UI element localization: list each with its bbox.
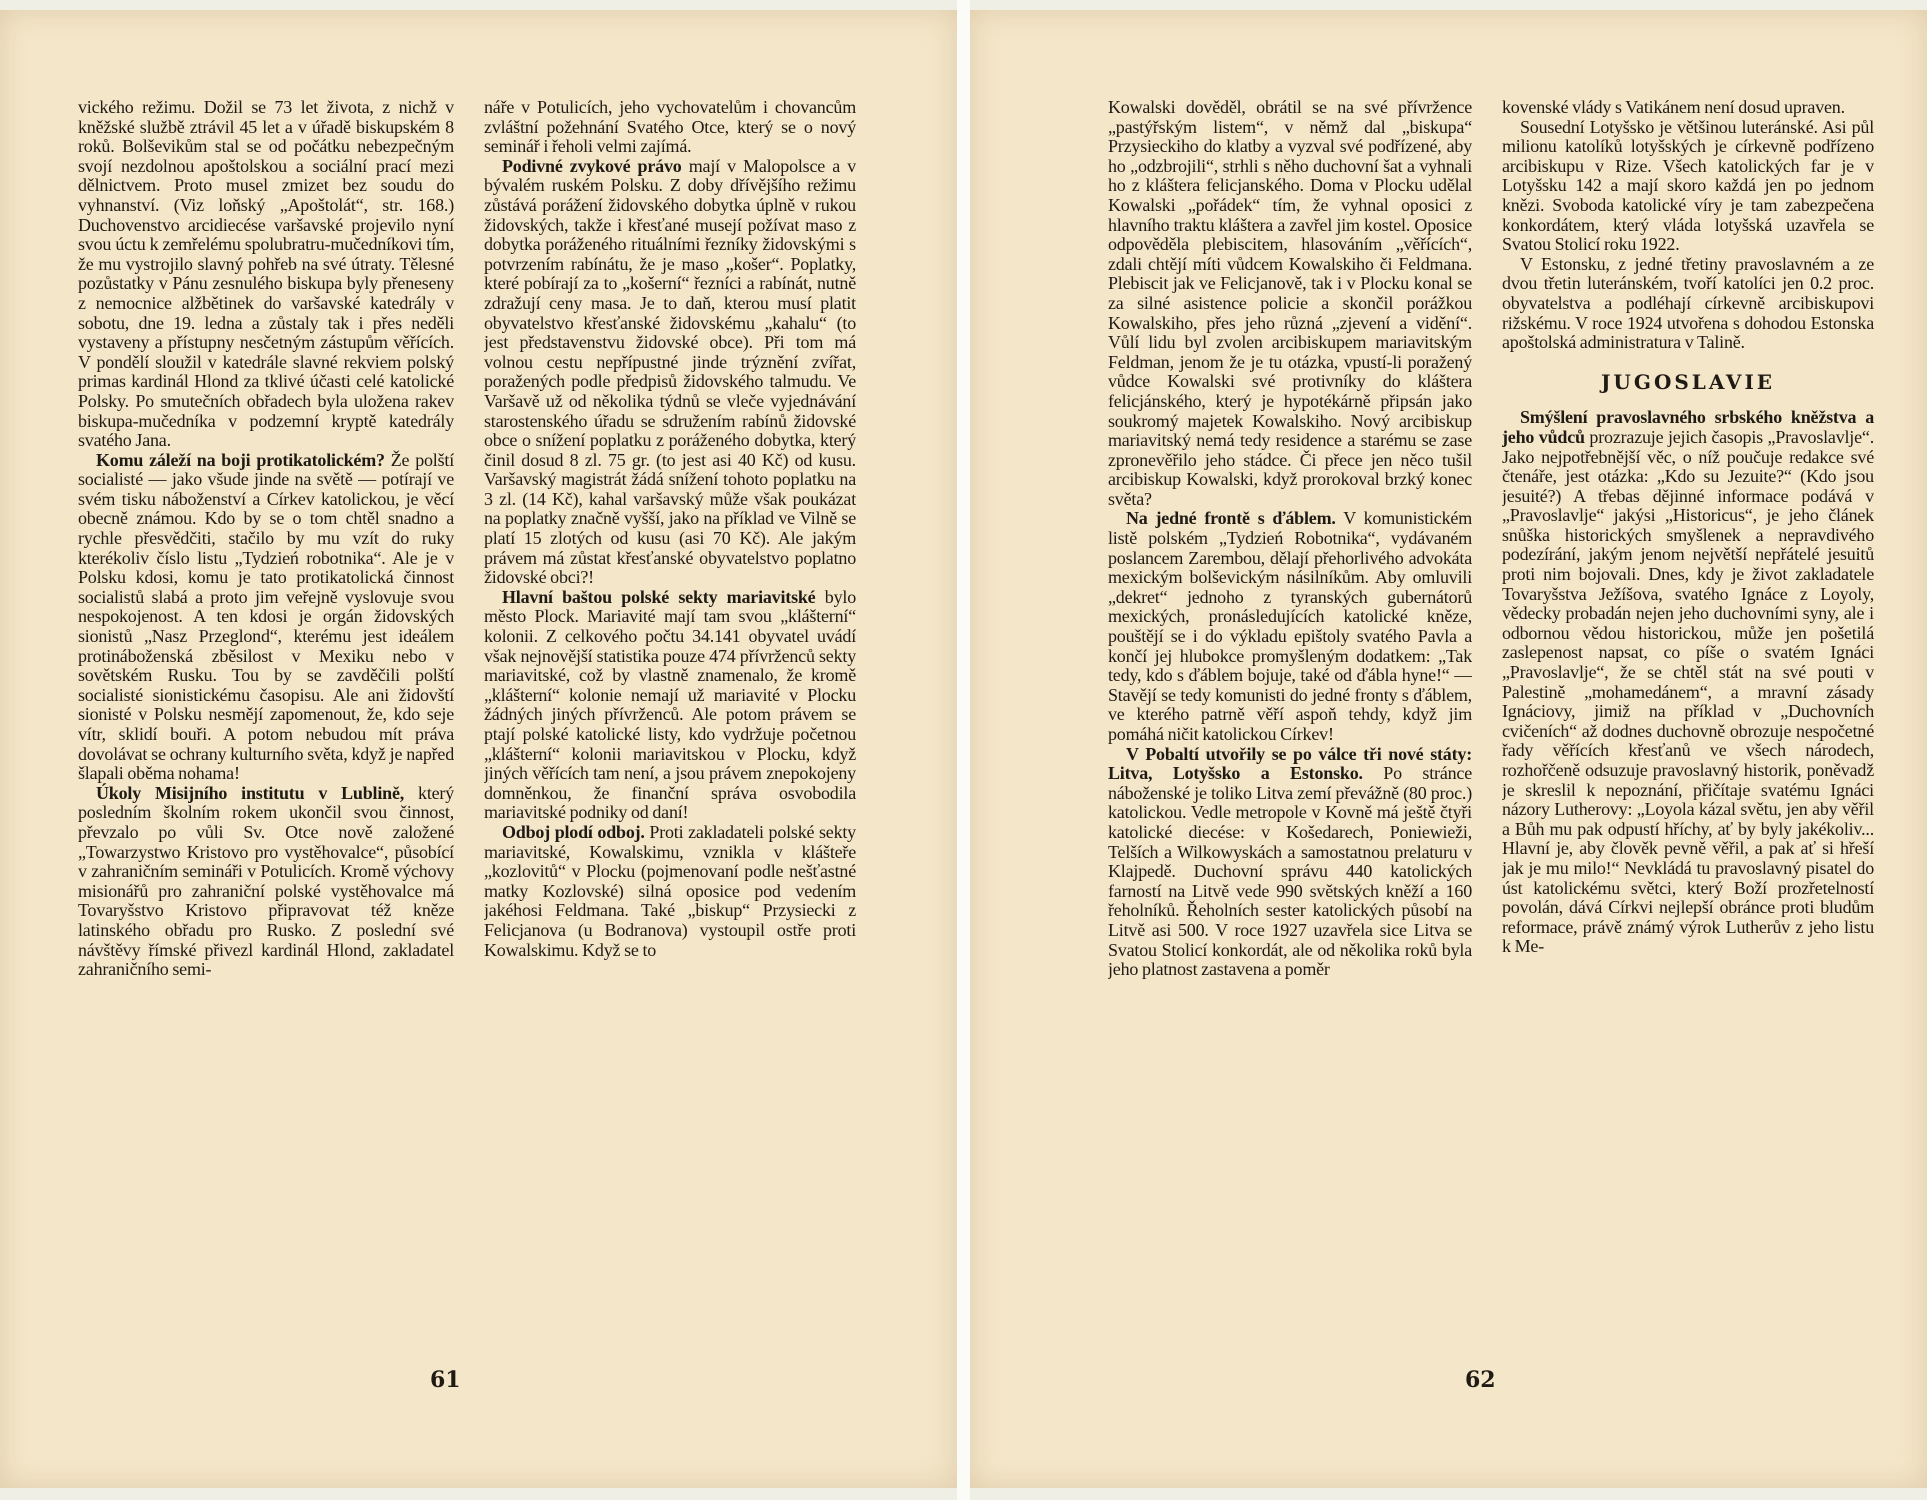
- article-paragraph: [78, 784, 454, 980]
- article-paragraph: [1502, 255, 1874, 353]
- article-paragraph: [1108, 509, 1472, 744]
- article-paragraph: [78, 98, 454, 451]
- paragraph-lead: V Pobaltí utvořily se po válce tři nové státy: Litva, Lotyšsko a Estonsko.: [1108, 743, 1472, 784]
- paragraph-body: mají v Malopolsce a v bývalém ruském Polsku. Z doby dřívějšího režimu zůstává porážení židovského dobytka úplně v rukou židovských, takže i křesťané musejí požívat maso z dobytka poráženého rituálními řezníky židovskými s potvrzením rabínátu, že je maso „košer“. Poplatky, které pobírají za to „košerní“ řezníci a rabínát, nutně zdražují ceny masa. Je to daň, kterou musí platit obyvatelstvo křesťanské židovskému „kahalu“ (to jest představenstvu židovské obce). Při tom má volnou cestu nepřípustné jinde trýznění zvířat, poražených podle předpisů židovského talmudu. Ve Varšavě už od několika týdnů se vleče vyjednávání starostenského úřadu se sdružením rabínů židovské obce o snížení poplatku z poráženého dobytka, který činil dosud 8 zl. 75 gr. (to jest asi 40 Kč) od kusu. Varšavský magistrát žádá snížení tohoto poplatku na 3 zl. (14 Kč), kahal varšavský může však poukázat na poplatky značně vyšší, jako na příklad ve Vilně se platí 15 zlotých od kusu (asi 70 Kč). Ale jakým právem má zůstat křesťanské obyvatelstvo poplatno židovské obci?!: [484, 155, 856, 588]
- paragraph-lead: Podivné zvykové právo: [502, 155, 682, 176]
- book-gutter: [957, 0, 970, 1500]
- article-paragraph: [1502, 118, 1874, 255]
- article-paragraph: [1502, 408, 1874, 957]
- right-page: [970, 10, 1927, 1488]
- article-paragraph: [484, 157, 856, 588]
- right-page-column-2: [1502, 98, 1874, 1358]
- paragraph-body: náře v Potulicích, jeho vychovatelům i chovancům zvláštní požehnání Svatého Otce, který se o nový seminář i řeholi velmi zajímá.: [484, 98, 856, 157]
- paragraph-lead: Na jedné frontě s ďáblem.: [1126, 508, 1336, 529]
- paragraph-lead: Smýšlení pravoslavného srbského kněžstva a jeho vůdců: [1502, 407, 1874, 447]
- right-page-column-1: [1108, 98, 1472, 1358]
- article-paragraph: [484, 588, 856, 823]
- article-paragraph: [1108, 745, 1472, 980]
- article-paragraph: [1108, 98, 1472, 509]
- paragraph-body: Sousední Lotyšsko je většinou luteránské. Asi půl milionu katolíků lotyšských je církevně podřízeno arcibiskupu v Rize. Všech katolických far je v Lotyšsku 142 a mají skoro každá jen po jednom knězi. Svoboda katolické víry je tam zabezpečena konkordátem, který vláda lotyšská uzavřela se Svatou Stolicí roku 1922.: [1502, 116, 1874, 255]
- paragraph-body: Po stránce náboženské je toliko Litva zemí převážně (80 proc.) katolickou. Vedle metropole v Kovně má ještě čtyři katolické diecése: v Košedarech, Poniewieži, Telších a Wilkowyskách a samostatnou prelaturu v Klajpedě. Duchovní správu 440 katolických farností na Litvě vede 990 světských kněží a 160 řeholníků. Řeholních sester katolických působí na Litvě asi 500. V roce 1927 uzavřela sice Litva se Svatou Stolicí konkordát, ale od několika roků byla jeho platnost zastavena a poměr: [1108, 763, 1472, 980]
- paragraph-lead: Úkoly Misijního institutu v Lublině,: [96, 782, 405, 803]
- article-paragraph: [484, 98, 856, 157]
- page-number-left: 61: [430, 1367, 461, 1393]
- paragraph-body: V komunistickém listě polském „Tydzień Robotnika“, vydávaném poslancem Zarembou, dělají přehorlivého advokáta mexickým bolševickým násilníkům. Aby omluvili „dekret“ jednoho z tyranských gubernátorů mexických, pronásledujících katolické kněze, pouštějí se i do výkladu epištoly svatého Pavla a končí jej hlubokce promyšleným dodatkem: „Tak tedy, kdo s ďáblem bojuje, také od ďábla hyne!“ — Stavějí se tedy komunisti do jedné fronty s ďáblem, ve kterého patrně věří aspoň tehdy, když jim pomáhá ničit katolickou Církev!: [1108, 508, 1472, 744]
- paragraph-lead: Hlavní baštou polské sekty mariavitské: [502, 586, 816, 607]
- article-paragraph: [1502, 98, 1874, 118]
- article-paragraph: [484, 823, 856, 960]
- paragraph-lead: Odboj plodí odboj.: [502, 821, 645, 842]
- paragraph-lead: Komu záleží na boji protikatolickém?: [96, 449, 385, 470]
- article-paragraph: [78, 451, 454, 784]
- paragraph-body: V Estonsku, z jedné třetiny pravoslavném a ze dvou třetin luteránském, tvoří katolíci jen 0.2 proc. obyvatelstva a podléhají církevně arcibiskupovi rižskému. V roce 1924 utvořena s dohodou Estonska apoštolská administratura v Talině.: [1502, 253, 1874, 353]
- paragraph-body: bylo město Plock. Mariavité mají tam svou „klášterní“ kolonii. Z celkového počtu 34.141 obyvatel uvádí však nejnovější statistika pouze 474 přívrženců sekty mariavitské, což by vlastně znamenalo, že kromě „klášterní“ kolonie nemají už mariavité v Plocku žádných jiných přívrženců. Ale potom právem se ptají polské katolické listy, kdo vydržuje početnou „klášterní“ kolonii mariavitskou v Plocku, když jiných věřících tam není, a jsou právem znepokojeny domněnkou, že finanční správa osvobodila mariavitské podniky od daní!: [484, 586, 856, 823]
- paragraph-body: Proti zakladateli polské sekty mariavitské, Kowalskimu, vznikla v klášteře „kozlovitů“ v Plocku (pojmenovaní podle nešťastné matky Kozlovské) silná oposice pod vedením jakéhosi Feldmana. Také „biskup“ Przysiecki z Felicjanova (u Bodranova) vystoupil ostře proti Kowalskimu. Když se to: [484, 821, 856, 960]
- paragraph-body: který posledním školním rokem ukončil svou činnost, převzalo po vůli Sv. Otce nově založené „Towarzystwo Kristovo pro vystěhovalce“, působící v zahraničním semináři v Potulicích. Kromě výchovy misionářů pro zahraniční polské vystěhovalce má Tovaryšstvo Kristovo připravovat též kněze latinského obřadu pro Rusko. Z poslední své návštěvy římské přivezl kardinál Hlond, zakladatel zahraničního semi-: [78, 782, 454, 980]
- paragraph-body: kovenské vlády s Vatikánem není dosud upraven.: [1502, 98, 1845, 117]
- left-page: [0, 10, 957, 1488]
- paragraph-body: Že polští socialisté — jako všude jinde na světě — potírají ve svém tisku náboženství a Církev katolickou, je věcí obecně známou. Kdo by se o tom chtěl snadno a rychle přesvědčiti, stačilo by mu vzít do ruky kterékoliv číslo listu „Tydzień robotnika“. Ale je v Polsku kdosi, komu je tato protikatolická činnost socialistů slabá a proto jim veřejně vyslovuje svou nespokojenost. A ten kdosi je orgán židovských sionistů „Nasz Przeglond“, kterému jest ideálem protináboženská zběsilost v Mexiku nebo v sovětském Rusku. Tou by se zavděčili polští socialisté sionistickému časopisu. Ale ani židovští sionisté v Polsku nesmějí zapomenout, že, kdo seje vítr, sklidí bouři. A potom nebudou mít práva dovolávat se ochrany kulturního světa, když je napřed šlapali oběma nohama!: [78, 449, 454, 784]
- left-page-column-2: [484, 98, 856, 1358]
- section-heading: JUGOSLAVIE: [1600, 369, 1776, 394]
- paragraph-body: prozrazuje jejich časopis „Pravoslavlje“. Jako nejpotřebnější věc, o níž poučuje redakce své čtenáře, jest otázka: „Kdo su Jezuite?“ (Kdo jsou jesuité?) A třebas dějinné informace podává v „Pravoslavlje“ jakýsi „Historicus“, je jeho článek snůška historických smyšlenek a nepravdivého podezírání, jakým jenom největší nepřátelé jesuitů proti nim bojovali. Dnes, kdy je život zakladatele Tovaryšstva Ježíšova, svatého Ignáce z Loyoly, vědecky probadán nejen jeho duchovními syny, ale i odbornou vědou historickou, může jen pošetilá zaslepenost napsat, co píše o svatém Ignáci „Pravoslavlje“, že se chtěl stát na své pouti v Palestině „mohamedánem“, a mravní zásady Ignáciovy, jimiž na příklad v „Duchovních cvičeních“ až dodnes duchovně obrozuje nespočetné řady věřících křesťanů ve všech národech, rozhořčeně odsuzuje pravoslavný historik, poněvadž je skreslil k nepoznání, přičítaje svatému Ignáci názory Lutherovy: „Loyola kázal světu, jen aby věřil a Bůh mu pak odpustí hříchy, ať by byly jakékoliv... Hlavní je, aby člověk pevně věřil, a pak ať si hřeší jak je mu milo!“ Nevkládá tu pravoslavný pisatel do úst katolickému světci, který Boží prozřetelností povolán, dává Církvi nejlepší obránce proti bludům reformace, právě známý výrok Lutherův z jeho listu k Me-: [1502, 426, 1874, 957]
- page-number-right: 62: [1465, 1367, 1496, 1393]
- paragraph-body: vického režimu. Dožil se 73 let života, z nichž v kněžské službě ztrávil 45 let a v úřadě biskupském 8 roků. Bolševikům stal se od počátku nebezpečným svojí nezdolnou apoštolskou a sociální prací mezi dělnictvem. Proto musel zmizet bez soudu do vyhnanství. (Viz loňský „Apoštolát“, str. 168.) Duchovenstvo arcidiecése varšavské projevilo nyní svou úctu k zemřelému spolubratru-mučedníkovi tím, že mu vystrojilo slavný pohřeb na své útraty. Tělesné pozůstatky v Pánu zesnulého biskupa byly přeneseny z nemocnice alžbětinek do varšavské katedrály v sobotu, dne 19. ledna a zůstaly tak i přes neděli vystaveny a přístupny nesčetným zástupům věřících. V pondělí sloužil v katedrále slavné rekviem polský primas kardinál Hlond za tklivé účasti celé katolické Polsky. Po smutečních obřadech byla uložena rakev biskupa-mučedníka v podzemní kryptě katedrály svatého Jana.: [78, 98, 454, 451]
- left-page-column-1: [78, 98, 454, 1358]
- paragraph-body: Kowalski dověděl, obrátil se na své přívržence „pastýřským listem“, v němž dal „biskupa“ Przysieckiho do klatby a vyzval své podřízené, aby ho „odzbrojili“, strhli s něho duchovní šat a vyhnali ho z kláštera felicjanského. Doma v Plocku udělal Kowalski „pořádek“ tím, že vyhnal oposici z hlavního traktu kláštera a zavřel jim kostel. Oposice odpověděla plebiscitem, hlasováním „věřících“, zdali chtějí míti vůdcem Kowalskiho či Feldmana. Plebiscit jak ve Felicjanově, tak i v Plocku konal se za silné asistence policie a skončil porážkou Kowalskiho, přes jeho různá „zjevení a vidění“. Vůlí lidu byl zvolen arcibiskupem mariavitským Feldman, jenom že je tu otázka, vpustí-li poražený vůdce Kowalski své protivníky do kláštera felicjánského, který je hypotékárně připsán jako soukromý majetek Kowalskiho. Nový arcibiskup mariavitský nemá tedy residence a starému se zase zpronevěřilo jeho stádce. Či přece jen něco tušil arcibiskup Kowalski, když prorokoval brzký konec světa?: [1108, 98, 1472, 509]
